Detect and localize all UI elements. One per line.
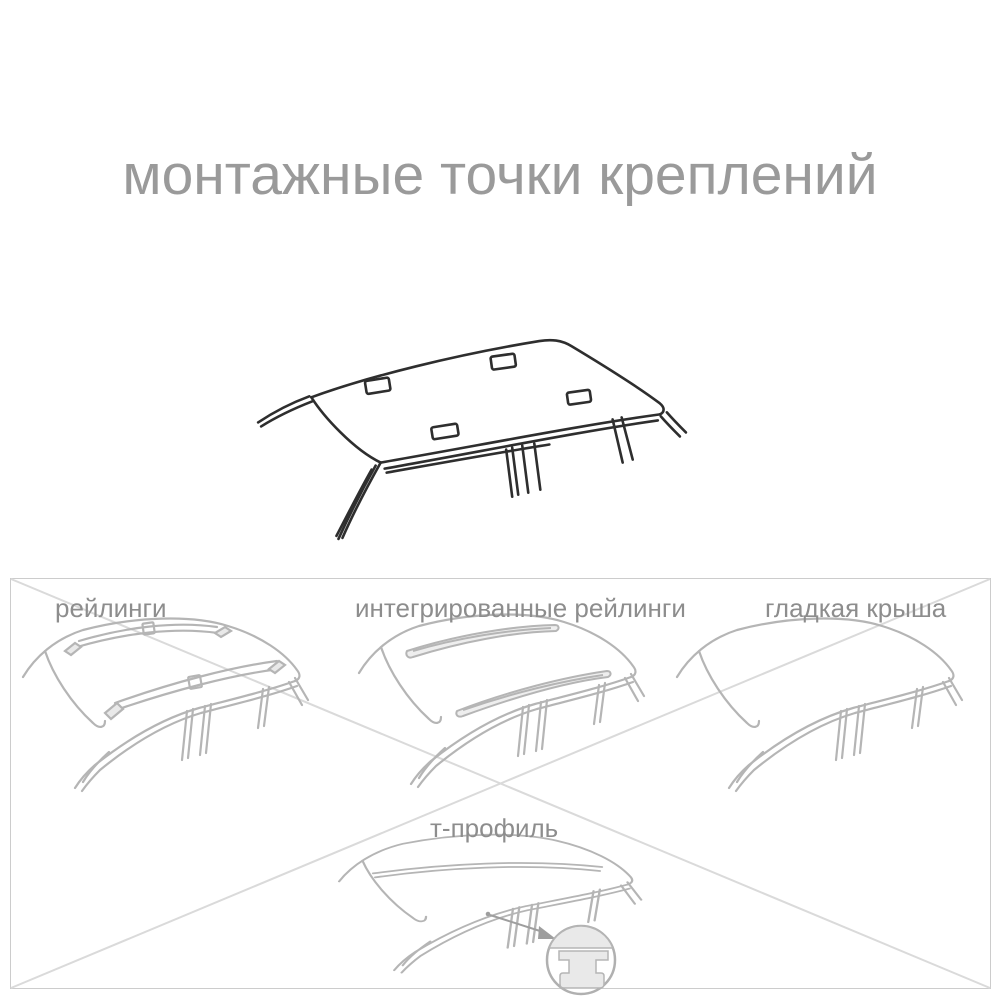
mount-point-rear-right (567, 390, 592, 405)
t-profile-callout (486, 912, 615, 994)
page-title: монтажные точки креплений (122, 143, 878, 207)
mount-point-front-right (490, 354, 516, 370)
diagonal-cross-lines (11, 579, 990, 988)
mount-point-rear-left (431, 423, 459, 439)
roof-top-edge (311, 340, 663, 414)
mount-point-front-left (365, 377, 391, 394)
mount-types-sketch (11, 579, 990, 988)
mounting-points-roof-figure (228, 323, 700, 561)
mount-types-panel (10, 578, 991, 989)
integrated-railings-roof-sketch (359, 615, 644, 787)
arrowhead-icon (538, 926, 556, 939)
label-smooth-roof: гладкая крыша (765, 593, 947, 623)
callout-dot (486, 912, 491, 917)
label-t-profile: т-профиль (430, 813, 559, 843)
smooth-roof-sketch (677, 619, 962, 791)
t-profile-cap (549, 926, 613, 948)
label-railings: рейлинги (55, 593, 167, 623)
label-integrated-railings: интегрированные рейлинги (355, 593, 686, 623)
callout-arrow-line (490, 915, 540, 931)
